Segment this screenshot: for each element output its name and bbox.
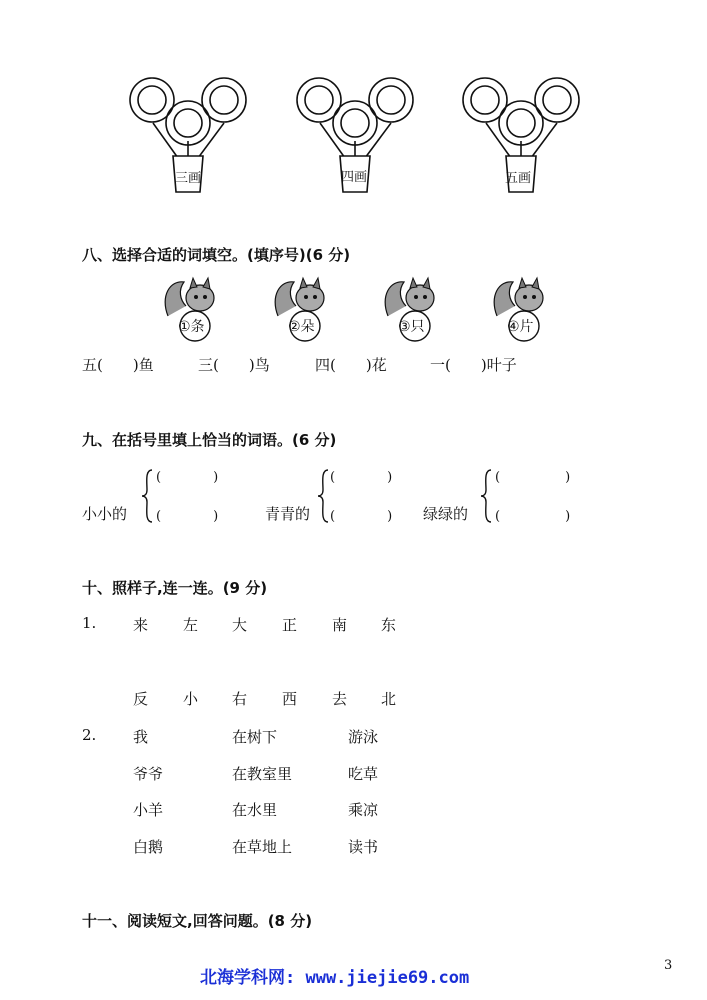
brace-icon xyxy=(316,468,330,524)
match-bottom-word[interactable]: 右 xyxy=(232,690,248,708)
match-place[interactable]: 在教室里 xyxy=(232,765,293,783)
match-bottom-word[interactable]: 去 xyxy=(332,690,348,708)
match-place[interactable]: 在草地上 xyxy=(232,838,293,856)
word-xiaoxiao: 小小的 xyxy=(82,505,128,523)
match-subject[interactable]: 我 xyxy=(133,728,149,746)
answer-blank[interactable]: ( ) xyxy=(330,509,393,524)
word-qingqing: 青青的 xyxy=(265,505,311,523)
answer-blank[interactable]: ( ) xyxy=(156,470,219,485)
section-11-heading: 十一、阅读短文,回答问题。(8 分) xyxy=(82,912,313,930)
match-top-word[interactable]: 大 xyxy=(232,616,248,634)
match-subject[interactable]: 小羊 xyxy=(133,801,164,819)
blank-flower[interactable]: 四( )花 xyxy=(315,356,387,374)
match-bottom-word[interactable]: 西 xyxy=(282,690,298,708)
match-top-word[interactable]: 来 xyxy=(133,616,149,634)
match-bottom-word[interactable]: 小 xyxy=(183,690,199,708)
brace-icon xyxy=(140,468,154,524)
match-place[interactable]: 在水里 xyxy=(232,801,278,819)
flower-pot-label: 三画 xyxy=(175,171,202,186)
answer-blank[interactable]: ( ) xyxy=(330,470,393,485)
part-2-number: 2. xyxy=(82,726,97,744)
blank-leaf[interactable]: 一( )叶子 xyxy=(430,356,517,374)
match-subject[interactable]: 白鹅 xyxy=(133,838,164,856)
section-8-heading: 八、选择合适的词填空。(填序号)(6 分) xyxy=(82,246,351,264)
flower-pot-label: 四画 xyxy=(341,170,368,185)
squirrel-option-4 xyxy=(489,276,559,342)
blank-fish[interactable]: 五( )鱼 xyxy=(82,356,154,374)
option-label: ①条 xyxy=(178,319,205,335)
option-label: ③只 xyxy=(398,319,425,335)
match-action[interactable]: 乘凉 xyxy=(348,801,379,819)
match-subject[interactable]: 爷爷 xyxy=(133,765,164,783)
answer-blank[interactable]: ( ) xyxy=(495,509,571,524)
section-9-heading: 九、在括号里填上恰当的词语。(6 分) xyxy=(82,431,337,449)
part-1-number: 1. xyxy=(82,614,97,632)
word-lvlv: 绿绿的 xyxy=(423,505,469,523)
squirrel-option-2 xyxy=(270,276,340,342)
option-label: ④片 xyxy=(507,319,534,335)
brace-icon xyxy=(479,468,493,524)
match-action[interactable]: 游泳 xyxy=(348,728,379,746)
answer-blank[interactable]: ( ) xyxy=(156,509,219,524)
match-action[interactable]: 吃草 xyxy=(348,765,379,783)
squirrel-option-3 xyxy=(380,276,450,342)
blank-bird[interactable]: 三( )鸟 xyxy=(198,356,270,374)
page-number: 3 xyxy=(664,958,673,973)
flower-pot-label: 五画 xyxy=(505,171,532,186)
section-10-heading: 十、照样子,连一连。(9 分) xyxy=(82,579,268,597)
match-top-word[interactable]: 左 xyxy=(183,616,199,634)
answer-blank[interactable]: ( ) xyxy=(495,470,571,485)
match-bottom-word[interactable]: 反 xyxy=(133,690,149,708)
option-label: ②朵 xyxy=(288,319,315,335)
match-top-word[interactable]: 东 xyxy=(381,616,397,634)
match-top-word[interactable]: 正 xyxy=(282,616,298,634)
footer-watermark: 北海学科网: www.jiejie69.com xyxy=(200,968,470,988)
match-top-word[interactable]: 南 xyxy=(332,616,348,634)
match-bottom-word[interactable]: 北 xyxy=(381,690,397,708)
squirrel-option-1 xyxy=(160,276,230,342)
match-place[interactable]: 在树下 xyxy=(232,728,278,746)
match-action[interactable]: 读书 xyxy=(348,838,379,856)
